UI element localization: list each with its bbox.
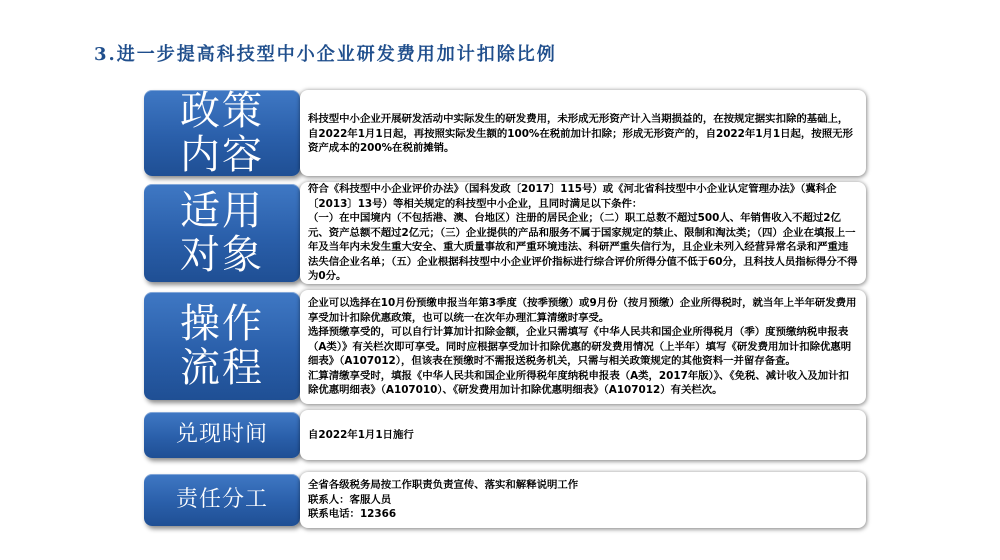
section-label-policy-content xyxy=(144,90,300,176)
section-text: 符合《科技型中小企业评价办法》（国科发政〔2017〕115号）或《河北省科技型中小企业认定管理办法》（冀科企〔2013〕13号）等相关规定的科技型中小企业，且同时满足以下条件： （一）在中国境内（不包括港、澳、台地区）注册的居民企业；（二）职工总数不超过500人、年销售收入不超过2亿元、资产总额不超过2亿元；（三）企业提供的产品和服务不属于国家规定的禁止、限制和淘汰类；（四）企业在填报上一年及当年内未发生重大安全、重大质量事故和严重环境违法、科研严重失信行为，且企业未列入经营异常名录和严重违法失信企业名单；（五）企业根据科技型中小企业评价指标进行综合评价所得分值不低于60分，且科技人员指标得分不得为0分。 xyxy=(308,182,858,283)
section-text: 全省各级税务局按工作职责负责宣传、落实和解释说明工作 联系人：客服人员 联系电话：12366 xyxy=(308,479,579,521)
label-text: 政策 内容 xyxy=(180,88,264,178)
section-label-effective-time xyxy=(144,412,300,458)
label-text: 适用 对象 xyxy=(180,188,264,278)
label-text: 兑现时间 xyxy=(175,422,268,447)
section-box-effective-time xyxy=(300,410,866,460)
section-text: 科技型中小企业开展研发活动中实际发生的研发费用，未形成无形资产计入当期损益的，在按规定据实扣除的基础上，自2022年1月1日起，再按照实际发生额的100%在税前加计扣除；形成无形资产的，自2022年1月1日起，按照无形资产成本的200%在税前摊销。 xyxy=(308,113,853,155)
section-label-applicable-objects xyxy=(144,184,300,282)
section-label-operation-process xyxy=(144,292,300,400)
section-text: 企业可以选择在10月份预缴申报当年第3季度（按季预缴）或9月份（按月预缴）企业所得税时，就当年上半年研发费用享受加计扣除优惠政策，也可以统一在次年办理汇算清缴时享受。 选择预缴享受的，可以自行计算加计扣除金额，企业只需填写《中华人民共和国企业所得税月（季）度预缴纳税申报表（A类）》有关栏次即可享受。同时应根据享受加计扣除优惠的研发费用情况（上半年）填写《研发费用加计扣除优惠明细表》（A107012），但该表在预缴时不需报送税务机关，只需与相关政策规定的其他资料一并留存备查。 汇算清缴享受时，填报《中华人民共和国企业所得税年度纳税申报表（A类，2017年版）》、《免税、减计收入及加计扣除优惠明细表》（A107010）、《研发费用加计扣除优惠明细表》（A107012）有关栏次。 xyxy=(308,296,857,397)
label-text: 操作 流程 xyxy=(180,301,264,391)
label-text: 责任分工 xyxy=(175,487,268,512)
section-label-responsibility xyxy=(144,474,300,526)
section-box-policy-content xyxy=(300,90,866,176)
section-box-applicable-objects xyxy=(300,182,866,284)
page-title: 3.进一步提高科技型中小企业研发费用加计扣除比例 xyxy=(94,44,557,65)
section-box-responsibility xyxy=(300,472,866,528)
section-text: 自2022年1月1日施行 xyxy=(308,428,414,441)
section-box-operation-process xyxy=(300,290,866,404)
